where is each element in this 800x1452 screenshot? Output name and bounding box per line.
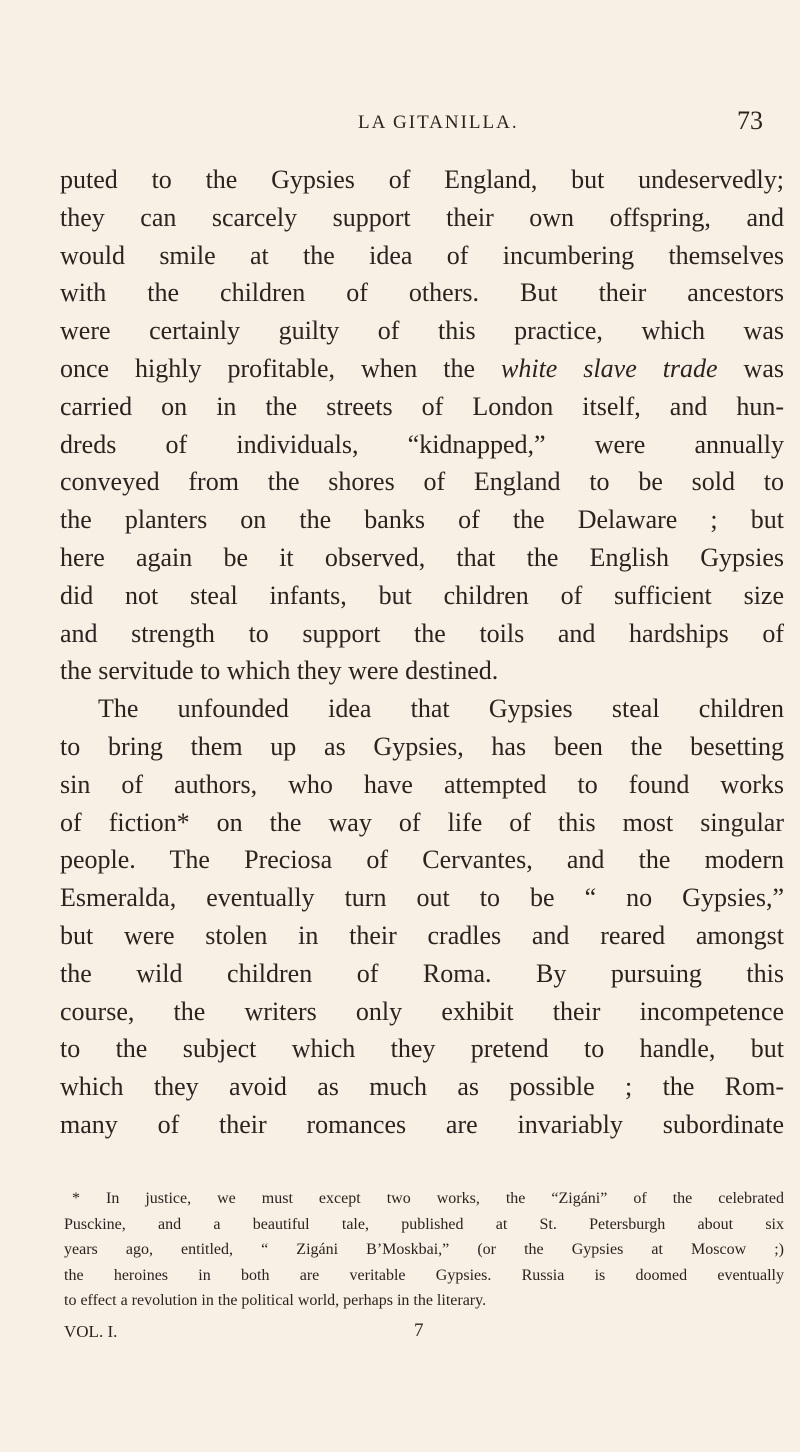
- text-line: here again be it observed, that the English Gypsies: [60, 542, 784, 572]
- signature-mark: 7: [414, 1320, 424, 1341]
- footnote-line: Pusckine, and a beautiful tale, published at St. Petersburgh about six: [64, 1215, 784, 1233]
- text-line: once highly profitable, when the white slave trade was: [60, 353, 784, 383]
- text-line: the servitude to which they were destined.: [60, 656, 499, 686]
- text-line: to bring them up as Gypsies, has been the besetting: [60, 731, 784, 761]
- running-header: [0, 106, 800, 146]
- text-line: would smile at the idea of incumbering themselves: [60, 240, 784, 270]
- footnote: [64, 1186, 784, 1314]
- text-line: were certainly guilty of this practice, which was: [60, 316, 784, 346]
- text-line: and strength to support the toils and hardships of: [60, 618, 784, 648]
- text-line: the wild children of Roma. By pursuing this: [60, 958, 784, 988]
- text-line: they can scarcely support their own offspring, and: [60, 202, 784, 232]
- text-line: the planters on the banks of the Delaware ; but: [60, 505, 784, 535]
- text-line: but were stolen in their cradles and reared amongst: [60, 920, 784, 950]
- footnote-line: * In justice, we must except two works, the “Zigáni” of the celebrated: [72, 1190, 784, 1207]
- page-number: 73: [737, 106, 763, 135]
- body-text: [60, 161, 784, 1144]
- text-line: of fiction* on the way of life of this most singular: [60, 807, 784, 837]
- text-line: carried on in the streets of London itself, and hun-: [60, 391, 784, 421]
- footnote-line: the heroines in both are veritable Gypsies. Russia is doomed eventually: [64, 1266, 784, 1284]
- footnote-line: to effect a revolution in the political world, perhaps in the literary.: [64, 1292, 487, 1309]
- text-line: Esmeralda, eventually turn out to be “ no Gypsies,”: [60, 883, 784, 913]
- text-line: puted to the Gypsies of England, but undeservedly;: [60, 165, 784, 194]
- text-line: which they avoid as much as possible ; the Rom-: [60, 1072, 784, 1102]
- text-line: sin of authors, who have attempted to found works: [60, 769, 784, 799]
- volume-signature: VOL. I.: [64, 1322, 118, 1341]
- text-line: did not steal infants, but children of sufficient size: [60, 580, 784, 610]
- text-line: conveyed from the shores of England to be sold to: [60, 467, 784, 497]
- text-line: people. The Preciosa of Cervantes, and the modern: [60, 845, 784, 875]
- text-line: dreds of individuals, “kidnapped,” were annually: [60, 429, 784, 459]
- text-line: The unfounded idea that Gypsies steal children: [98, 694, 784, 724]
- text-line: to the subject which they pretend to handle, but: [60, 1034, 784, 1064]
- text-line: with the children of others. But their ancestors: [60, 278, 784, 308]
- running-title: LA GITANILLA.: [358, 112, 519, 133]
- text-line: course, the writers only exhibit their incompetence: [60, 996, 784, 1026]
- footnote-line: years ago, entitled, “ Zigáni B’Moskbai,” (or the Gypsies at Moscow ;): [64, 1241, 784, 1258]
- text-line: many of their romances are invariably subordinate: [60, 1109, 784, 1139]
